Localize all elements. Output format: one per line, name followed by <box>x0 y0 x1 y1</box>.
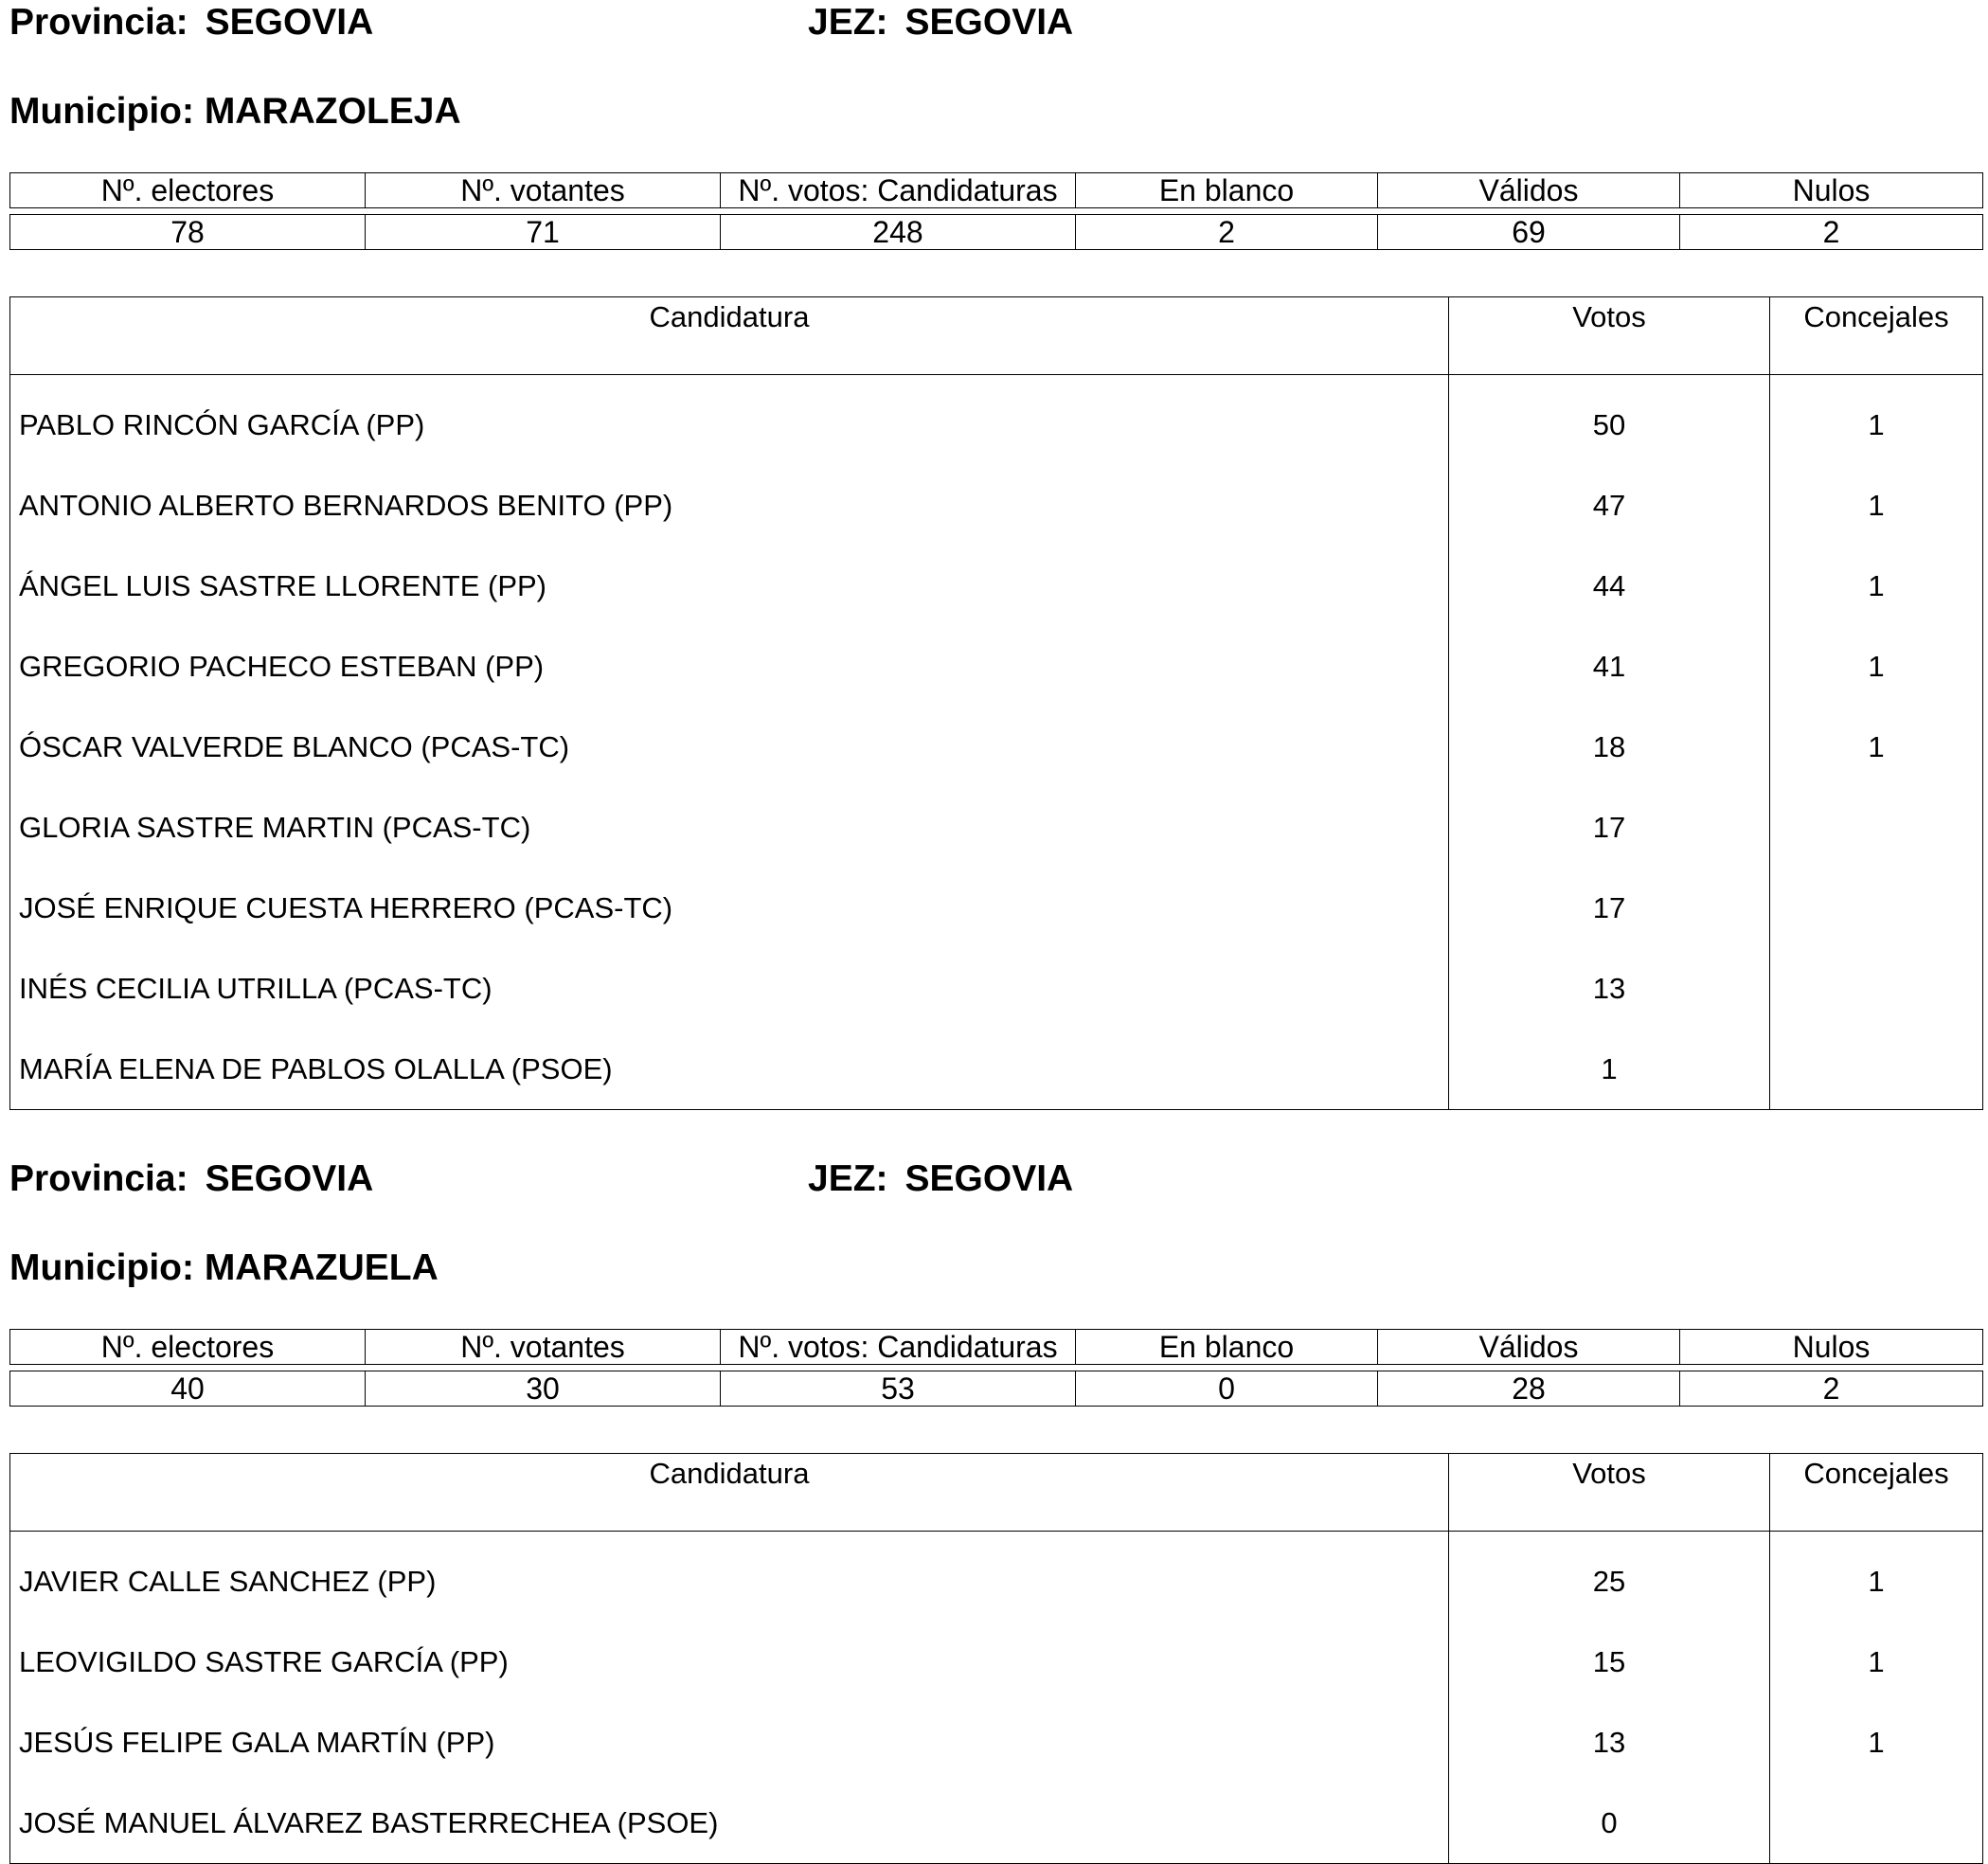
candidate-name: GREGORIO PACHECO ESTEBAN (PP) <box>10 626 1449 707</box>
candidates-header-row <box>10 297 1983 375</box>
candidate-concejales: 1 <box>1868 730 1885 763</box>
table-row <box>10 375 1983 466</box>
value-nulos: 2 <box>1680 215 1983 250</box>
candidate-votos: 41 <box>1449 626 1770 707</box>
candidate-concejales: 1 <box>1868 1565 1885 1598</box>
candidate-concejales <box>1770 948 1983 1029</box>
table-row <box>10 948 1983 1029</box>
section-marazuela <box>9 1157 1982 1863</box>
municipio-value: MARAZUELA <box>204 1247 439 1288</box>
candidate-concejales <box>1770 1029 1983 1110</box>
value-votos-candidaturas: 53 <box>721 1371 1076 1407</box>
jez-value: SEGOVIA <box>904 1158 1074 1199</box>
table-row <box>10 707 1983 787</box>
col-votos: Votos <box>1449 1454 1770 1532</box>
municipio-value: MARAZOLEJA <box>204 91 461 132</box>
candidate-votos: 0 <box>1449 1783 1770 1864</box>
candidate-name: MARÍA ELENA DE PABLOS OLALLA (PSOE) <box>10 1029 1449 1110</box>
candidate-name: ANTONIO ALBERTO BERNARDOS BENITO (PP) <box>10 465 1449 546</box>
jez-value: SEGOVIA <box>904 2 1074 43</box>
table-row <box>10 546 1983 626</box>
col-votos: Votos <box>1449 297 1770 375</box>
municipio-label: Municipio: <box>9 91 194 132</box>
header-en-blanco: En blanco <box>1076 1330 1378 1365</box>
candidates-header-row <box>10 1454 1983 1532</box>
header-electores: Nº. electores <box>10 1330 366 1365</box>
jez-heading <box>808 1 1073 45</box>
municipio-heading <box>9 90 461 134</box>
candidate-votos: 44 <box>1449 546 1770 626</box>
candidate-name: JOSÉ ENRIQUE CUESTA HERRERO (PCAS-TC) <box>10 868 1449 948</box>
candidate-concejales: 1 <box>1868 569 1885 602</box>
table-row <box>10 1702 1983 1783</box>
table-row <box>10 1532 1983 1622</box>
summary-values-row <box>10 215 1983 250</box>
table-row <box>10 787 1983 868</box>
header-votos-candidaturas: Nº. votos: Candidaturas <box>721 1330 1076 1365</box>
table-row <box>10 626 1983 707</box>
table-row <box>10 1783 1983 1864</box>
value-votos-candidaturas: 248 <box>721 215 1076 250</box>
col-candidatura: Candidatura <box>10 297 1449 375</box>
provincia-heading <box>9 1 373 45</box>
candidate-concejales: 1 <box>1868 408 1885 441</box>
value-electores: 78 <box>10 215 366 250</box>
value-validos: 69 <box>1378 215 1680 250</box>
provincia-value: SEGOVIA <box>205 1158 374 1199</box>
candidate-name: ÓSCAR VALVERDE BLANCO (PCAS-TC) <box>10 707 1449 787</box>
table-row <box>10 1622 1983 1702</box>
section-marazoleja <box>9 0 1982 1108</box>
header-validos: Válidos <box>1378 1330 1680 1365</box>
table-row <box>10 868 1983 948</box>
header-validos: Válidos <box>1378 173 1680 208</box>
summary-header-row <box>10 173 1983 208</box>
candidate-votos: 17 <box>1449 787 1770 868</box>
value-en-blanco: 0 <box>1076 1371 1378 1407</box>
value-en-blanco: 2 <box>1076 215 1378 250</box>
summary-values-row <box>10 1371 1983 1407</box>
candidate-concejales <box>1770 787 1983 868</box>
candidates-table <box>9 1453 1983 1864</box>
candidate-concejales: 1 <box>1868 489 1885 522</box>
candidate-name: JOSÉ MANUEL ÁLVAREZ BASTERRECHEA (PSOE) <box>10 1783 1449 1864</box>
provincia-label: Provincia: <box>9 1158 188 1199</box>
municipio-heading <box>9 1246 439 1290</box>
candidate-votos: 47 <box>1449 465 1770 546</box>
table-row <box>10 465 1983 546</box>
header-nulos: Nulos <box>1680 173 1983 208</box>
candidate-name: ÁNGEL LUIS SASTRE LLORENTE (PP) <box>10 546 1449 626</box>
candidate-votos: 18 <box>1449 707 1770 787</box>
jez-heading <box>808 1157 1073 1201</box>
provincia-heading <box>9 1157 373 1201</box>
table-row <box>10 1029 1983 1110</box>
candidate-votos: 17 <box>1449 868 1770 948</box>
candidates-table <box>9 296 1983 1110</box>
header-en-blanco: En blanco <box>1076 173 1378 208</box>
provincia-value: SEGOVIA <box>205 2 374 43</box>
jez-label: JEZ: <box>808 1158 888 1199</box>
header-votantes: Nº. votantes <box>366 173 721 208</box>
candidate-concejales <box>1770 1783 1983 1864</box>
candidate-votos: 13 <box>1449 1702 1770 1783</box>
candidate-name: JESÚS FELIPE GALA MARTÍN (PP) <box>10 1702 1449 1783</box>
candidate-votos: 15 <box>1449 1622 1770 1702</box>
candidate-name: GLORIA SASTRE MARTIN (PCAS-TC) <box>10 787 1449 868</box>
summary-header-table <box>9 172 1983 208</box>
summary-header-table <box>9 1329 1983 1365</box>
col-candidatura: Candidatura <box>10 1454 1449 1532</box>
col-concejales: Concejales <box>1770 1454 1983 1532</box>
candidate-votos: 50 <box>1449 375 1770 466</box>
candidate-name: INÉS CECILIA UTRILLA (PCAS-TC) <box>10 948 1449 1029</box>
value-votantes: 30 <box>366 1371 721 1407</box>
candidate-concejales: 1 <box>1868 1726 1885 1759</box>
candidate-name: LEOVIGILDO SASTRE GARCÍA (PP) <box>10 1622 1449 1702</box>
municipio-label: Municipio: <box>9 1247 194 1288</box>
candidate-name: PABLO RINCÓN GARCÍA (PP) <box>10 375 1449 466</box>
candidate-concejales: 1 <box>1868 1645 1885 1678</box>
header-electores: Nº. electores <box>10 173 366 208</box>
value-electores: 40 <box>10 1371 366 1407</box>
candidate-concejales: 1 <box>1868 650 1885 683</box>
candidate-votos: 13 <box>1449 948 1770 1029</box>
summary-values-table <box>9 214 1983 250</box>
candidate-concejales <box>1770 868 1983 948</box>
value-validos: 28 <box>1378 1371 1680 1407</box>
header-votos-candidaturas: Nº. votos: Candidaturas <box>721 173 1076 208</box>
header-votantes: Nº. votantes <box>366 1330 721 1365</box>
candidate-votos: 25 <box>1449 1532 1770 1622</box>
provincia-label: Provincia: <box>9 2 188 43</box>
col-concejales: Concejales <box>1770 297 1983 375</box>
value-votantes: 71 <box>366 215 721 250</box>
summary-values-table <box>9 1371 1983 1407</box>
candidate-votos: 1 <box>1449 1029 1770 1110</box>
value-nulos: 2 <box>1680 1371 1983 1407</box>
jez-label: JEZ: <box>808 2 888 43</box>
summary-header-row <box>10 1330 1983 1365</box>
candidate-name: JAVIER CALLE SANCHEZ (PP) <box>10 1532 1449 1622</box>
header-nulos: Nulos <box>1680 1330 1983 1365</box>
